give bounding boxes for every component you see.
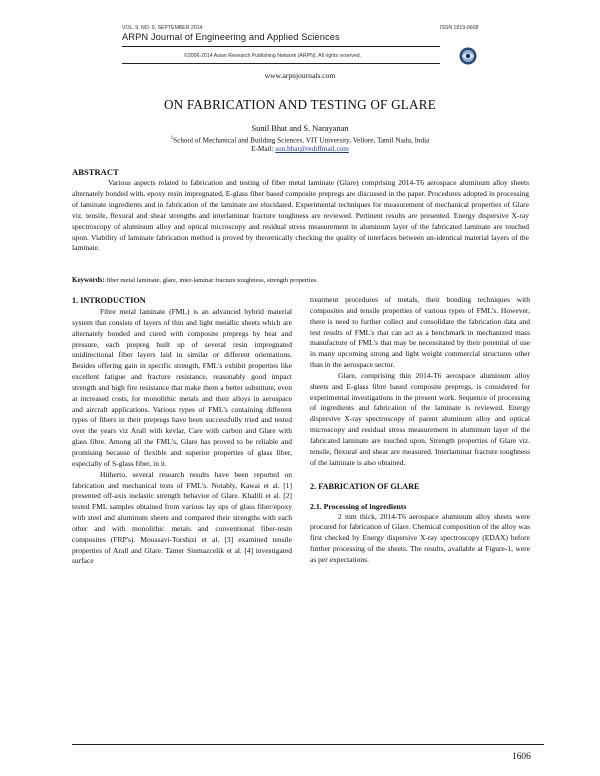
spacer: [310, 469, 530, 481]
affiliation-mark: 1: [170, 136, 174, 141]
paper-title: ON FABRICATION AND TESTING OF GLARE: [163, 97, 437, 112]
processing-paragraph-text: 2 mm thick, 2014-T6 aerospace aluminum alloy sheets were procured for fabrication of Glare. Chemical composition of the alloy was first checked by Energy dispersive X-ray spectroscopy (EDAX) before further processing of the sheets. The results, available at Figure-1, were as per expectations.: [310, 511, 530, 564]
fabrication-heading: 2. FABRICATION OF GLARE: [310, 481, 420, 491]
keywords-line: [72, 276, 529, 284]
abstract-text: Various aspects related to fabrication and testing of fiber metal laminate (Glare) comprising 2014-T6 aerospace aluminum alloy sheets alternately bonded with, epoxy resin impregnated, E-glass fiber based composite prepregs are discussed in the paper. Procedures adopted in processing of laminate ingredients and in fabrication of the laminate are elucidated. Experimental techniques for measurement of mechanical properties of Glare viz. tensile, flexural and shear strengths and interlaminar fracture toughness are reviewed. Pertinent results are presented. Energy dispersive X-ray spectroscopy of aluminum alloy and optical microscopy and residual stress measurement in aluminum layer of the fabricated laminate are touched upon. Viability of laminate fabrication method is proved by theoretically checking the quality of interfaces between un-identical material layers of the laminate.: [72, 178, 529, 253]
continued-paragraph: treatment procedures of metals, their bonding techniques with composites and tensile properties of various types of FML's. However, there is need to further collect and consolidate the fabrication data and test results of FML's that can act as a benchmark in mechanized mass manufacture of FML's that may be necessitated by their potential of use in many upcoming strong and light weight commercial structures other than in the aerospace sector.: [310, 295, 530, 370]
spacer: [310, 493, 530, 501]
glare-paragraph-text: Glare, comprising thin 2014-T6 aerospace aluminum alloy sheets and E-glass fibre based composite prepregs, is considered for experimental investigations in the present work. Sequence of processing of ingredients and fabrication of the laminate is reviewed. Energy dispersive X-ray spectroscopy of parent aluminum alloy and optical microscopy and residual stress measurement in aluminum layer of the fabricated laminate are touched upon. Strength properties of Glare viz. tensile, flexural and shear are measured. Interlaminar fracture toughness of the laminate is also obtained.: [310, 370, 530, 467]
copyright-line: ©2006-2014 Asian Research Publishing Network (ARPN). All rights reserved.: [184, 53, 362, 59]
intro-paragraph-1: [72, 307, 292, 470]
footer-rule: [72, 744, 544, 745]
issn: ISSN 1819-6608: [440, 25, 479, 31]
header-rule-bottom: [122, 63, 440, 64]
header-rule-top: [122, 46, 440, 47]
arpn-logo-icon: [459, 47, 477, 65]
author-email-line: [0, 145, 600, 153]
processing-paragraph: [310, 512, 530, 566]
volume-info: VOL. 9, NO. 9, SEPTEMBER 2014: [122, 25, 203, 31]
email-label: E-Mail:: [251, 145, 274, 153]
intro-paragraph-2-text: Hitherto, several research results have been reported on fabrication and mechanical tests of FML's. Notably, Kawai et al. [1] presented off-axis inelastic strength behavior of Glare. Khalili et al. [2] tested FML samples obtained from various lay ups of glass fiber/epoxy with steel and aluminum sheets and compared their strengths with each other and with monolithic metals and conventional fiber-resin composites (FRP's). Moussavi-Torshizi et al. [3] examined tensile properties of Arall and Glare. Tamer Sinmazcelik et al. [4] investigated surface: [72, 469, 292, 566]
keywords-label: Keywords:: [72, 276, 105, 284]
affiliation-text: School of Mechanical and Building Sciences, VIT University, Vellore, Tamil Nadu, India: [173, 136, 430, 145]
author-email-link[interactable]: sun.bhat@rediffmail.com: [275, 145, 349, 153]
intro-paragraph-2: [72, 470, 292, 568]
abstract-heading: ABSTRACT: [72, 167, 119, 177]
intro-paragraph-1-text: Fibre metal laminate (FML) is an advanced hybrid material system that consists of layers of thin and light metallic sheets which are alternately bonded and cured with composite prepregs by heat and pressure, each prepreg built up of several resin impregnated unidirectional fiber layers laid in similar or different orientations. Besides offering gain in specific strength, FML's exhibit properties like excellent fatigue and fracture resistance, reasonably good impact strength and high fire resistance that make them a better substitute, even at increased costs, for monolithic metals and their alloys in aerospace and aircraft applications. Various types of FML's containing different types of fibers in their prepregs have been successfully tried and tested over the years viz Arall with kevlar, Care with carbon and Glare with glass fibre. Among all the FML's, Glare has proved to be reliable and promising because of flexible and superior properties of glass fiber, especially of S-glass fiber, in it.: [72, 307, 292, 468]
introduction-heading: 1. INTRODUCTION: [72, 296, 146, 305]
left-column: [72, 295, 292, 567]
journal-website: www.arpnjournals.com: [264, 71, 336, 80]
keywords-text: fiber metal laminate, glare, inter-laminar fracture toughness, strength properties.: [106, 277, 318, 284]
processing-subheading: 2.1. Processing of ingredients: [310, 501, 407, 511]
paper-authors: Sunil Bhat and S. Narayanan: [251, 124, 349, 133]
page-number: 1606: [512, 752, 531, 762]
right-column: [310, 295, 530, 566]
journal-name: ARPN Journal of Engineering and Applied Sciences: [122, 32, 340, 42]
glare-paragraph: [310, 371, 530, 469]
author-affiliation: [0, 136, 600, 144]
abstract-body: [72, 178, 529, 254]
